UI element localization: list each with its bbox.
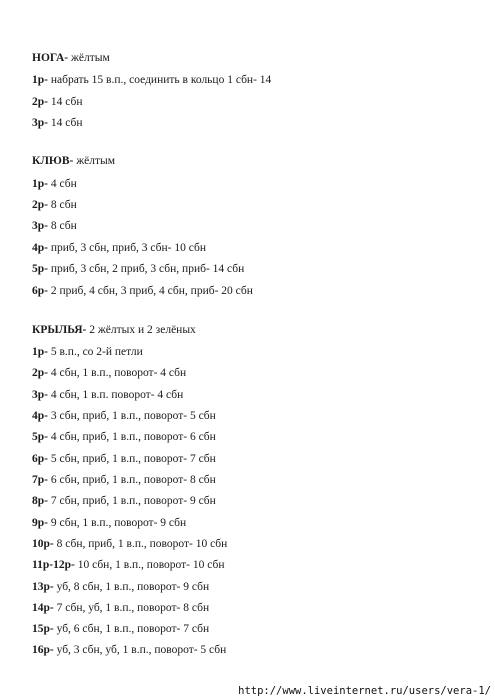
row-label: 3р- <box>32 220 48 232</box>
pattern-row <box>32 241 206 255</box>
section-subtitle: 2 жёлтых и 2 зелёных <box>86 324 196 336</box>
pattern-row <box>32 73 271 87</box>
pattern-row <box>32 643 226 657</box>
pattern-row <box>32 345 143 359</box>
row-text: уб, 6 сбн, 1 в.п., поворот- 7 сбн <box>53 623 210 635</box>
row-text: 4 сбн <box>47 178 77 190</box>
row-text: 5 в.п., со 2-й петли <box>47 346 143 358</box>
row-label: 13р- <box>32 581 54 593</box>
pattern-row <box>32 473 216 487</box>
row-label: 16р- <box>32 644 54 656</box>
row-label: 10р- <box>32 538 54 550</box>
row-text: 7 сбн, уб, 1 в.п., поворот- 8 сбн <box>53 602 210 614</box>
row-label: 2р- <box>32 367 48 379</box>
row-text: 7 сбн, приб, 1 в.п., поворот- 9 сбн <box>47 495 216 507</box>
pattern-row <box>32 580 209 594</box>
row-text: 5 сбн, приб, 1 в.п., поворот- 7 сбн <box>47 453 216 465</box>
row-text: 2 приб, 4 сбн, 3 приб, 4 сбн, приб- 20 сбн <box>47 285 253 297</box>
row-label: 4р- <box>32 410 48 422</box>
pattern-row <box>32 494 216 508</box>
pattern-row <box>32 430 216 444</box>
section-subtitle: жёлтым <box>68 52 110 64</box>
pattern-row <box>32 601 209 615</box>
row-text: 8 сбн <box>47 199 77 211</box>
pattern-row <box>32 409 216 423</box>
pattern-row <box>32 95 82 109</box>
row-text: 10 сбн, 1 в.п., поворот- 10 сбн <box>74 559 225 571</box>
row-label: 1р- <box>32 346 48 358</box>
row-label: 5р- <box>32 431 48 443</box>
row-text: 3 сбн, приб, 1 в.п., поворот- 5 сбн <box>47 410 216 422</box>
pattern-row <box>32 516 186 530</box>
pattern-row <box>32 198 77 212</box>
pattern-row <box>32 262 244 276</box>
pattern-row <box>32 366 186 380</box>
row-label: 14р- <box>32 602 54 614</box>
row-label: 15р- <box>32 623 54 635</box>
pattern-row <box>32 284 253 298</box>
row-label: 3р- <box>32 117 48 129</box>
pattern-row <box>32 537 227 551</box>
row-label: 6р- <box>32 453 48 465</box>
row-label: 6р- <box>32 285 48 297</box>
row-label: 9р- <box>32 517 48 529</box>
section-title: КЛЮВ- <box>32 155 74 167</box>
row-label: 8р- <box>32 495 48 507</box>
row-label: 11р-12р- <box>32 559 75 571</box>
row-text: набрать 15 в.п., соединить в кольцо 1 сбн- 14 <box>47 74 272 86</box>
row-text: 4 сбн, 1 в.п. поворот- 4 сбн <box>47 389 184 401</box>
row-label: 1р- <box>32 74 48 86</box>
row-text: 6 сбн, приб, 1 в.п., поворот- 8 сбн <box>47 474 216 486</box>
row-text: приб, 3 сбн, 2 приб, 3 сбн, приб- 14 сбн <box>47 263 245 275</box>
section-heading-beak <box>32 154 115 168</box>
pattern-row <box>32 116 82 130</box>
section-heading-leg <box>32 51 110 65</box>
row-label: 7р- <box>32 474 48 486</box>
row-text: 8 сбн <box>47 220 77 232</box>
row-text: приб, 3 сбн, приб, 3 сбн- 10 сбн <box>47 242 207 254</box>
row-text: 14 сбн <box>47 117 83 129</box>
section-title: НОГА- <box>32 52 69 64</box>
section-heading-wings <box>32 323 196 337</box>
row-label: 4р- <box>32 242 48 254</box>
pattern-row <box>32 558 225 572</box>
row-text: 4 сбн, приб, 1 в.п., поворот- 6 сбн <box>47 431 216 443</box>
row-label: 2р- <box>32 96 48 108</box>
row-label: 2р- <box>32 199 48 211</box>
source-url-watermark: http://www.liveinternet.ru/users/vera-1/ <box>238 685 491 697</box>
row-label: 1р- <box>32 178 48 190</box>
pattern-row <box>32 622 209 636</box>
row-text: 8 сбн, приб, 1 в.п., поворот- 10 сбн <box>53 538 228 550</box>
section-subtitle: жёлтым <box>73 155 116 167</box>
row-text: уб, 8 сбн, 1 в.п., поворот- 9 сбн <box>53 581 210 593</box>
row-text: уб, 3 сбн, уб, 1 в.п., поворот- 5 сбн <box>53 644 227 656</box>
row-label: 3р- <box>32 389 48 401</box>
row-text: 14 сбн <box>47 96 83 108</box>
row-label: 5р- <box>32 263 48 275</box>
row-text: 4 сбн, 1 в.п., поворот- 4 сбн <box>47 367 187 379</box>
pattern-row <box>32 177 77 191</box>
pattern-row <box>32 452 216 466</box>
pattern-row <box>32 388 183 402</box>
row-text: 9 сбн, 1 в.п., поворот- 9 сбн <box>47 517 187 529</box>
pattern-row <box>32 219 77 233</box>
section-title: КРЫЛЬЯ- <box>32 324 87 336</box>
